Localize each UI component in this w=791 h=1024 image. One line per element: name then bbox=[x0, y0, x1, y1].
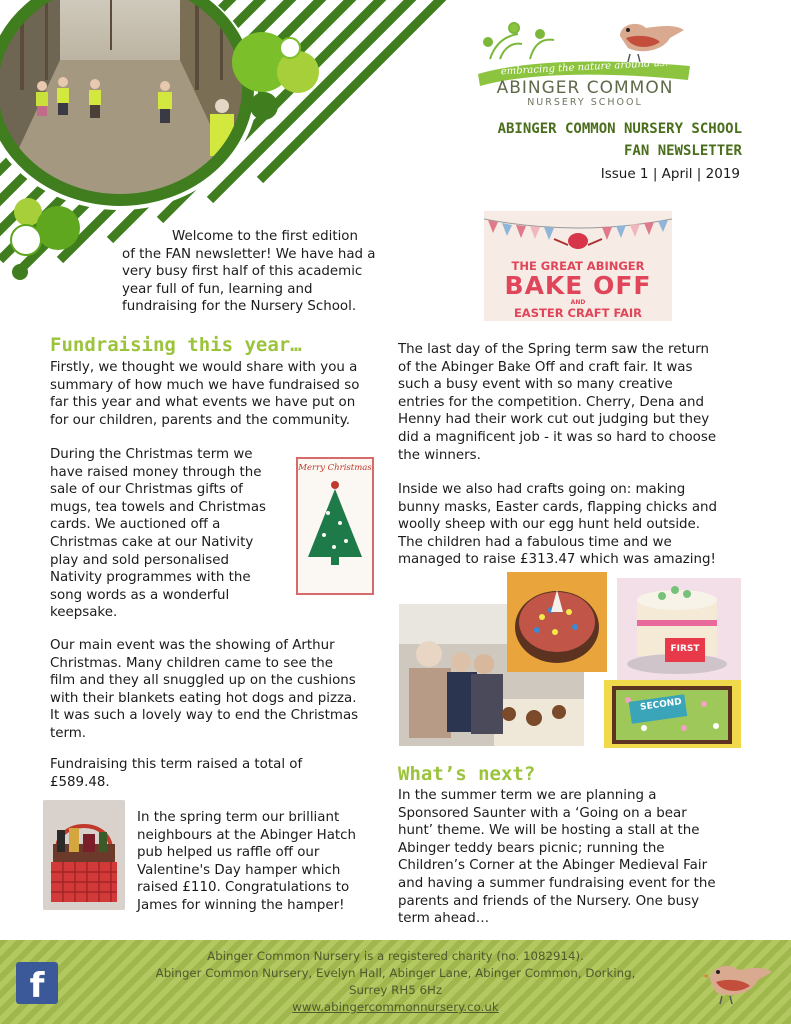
bake-off-paragraph-2 bbox=[398, 481, 748, 569]
text-line: Children’s Corner at the Abinger Medieval Fair bbox=[398, 858, 708, 874]
second-prize-cake-photo bbox=[604, 680, 741, 748]
text-line: parents and friends of the Nursery. One busy bbox=[398, 893, 700, 909]
card-title: Merry Christmas bbox=[298, 463, 372, 473]
footer bbox=[0, 940, 791, 1024]
text-line: song words as a wonderful bbox=[50, 587, 230, 603]
text-line: did a magnificent job - it was so hard to choose bbox=[398, 429, 717, 445]
text-line: the winners. bbox=[398, 447, 481, 463]
text-line: Christmas. Many children came to see the bbox=[50, 655, 333, 671]
banner-line3: AND bbox=[570, 299, 586, 306]
text-line: James for winning the hamper! bbox=[137, 897, 345, 913]
text-line: for our children, parents and the community. bbox=[50, 412, 351, 428]
bunting-icon bbox=[484, 211, 672, 255]
bake-off-banner bbox=[484, 211, 672, 321]
first-prize-cake-photo bbox=[617, 578, 741, 690]
text-line: and having a summer fundraising event for the bbox=[398, 875, 716, 891]
fundraising-paragraph-4 bbox=[50, 756, 390, 791]
intro-line: fundraising for the Nursery School. bbox=[122, 299, 357, 315]
text-line: woolly sheep with our egg hunt held outside. bbox=[398, 517, 701, 533]
text-line: have raised money through the bbox=[50, 464, 262, 480]
intro-line: very busy first half of this academic bbox=[122, 264, 363, 280]
text-line: Christmas cake at our Nativity bbox=[50, 534, 254, 550]
text-line: Our main event was the showing of Arthur bbox=[50, 638, 335, 653]
text-line: entries for the competition. Cherry, Dena and bbox=[398, 394, 705, 410]
newsletter-title-line2: FAN NEWSLETTER bbox=[623, 143, 742, 159]
text-line: The children had a fabulous time and we bbox=[398, 534, 672, 550]
hamper-basket-icon bbox=[43, 800, 125, 910]
text-line: with their blankets eating hot dogs and pizza. bbox=[50, 690, 357, 706]
fundraising-paragraph-5 bbox=[137, 809, 387, 915]
text-line: It was such a lovely way to end the Christmas bbox=[50, 708, 359, 724]
newsletter-title-line1: ABINGER COMMON NURSERY SCHOOL bbox=[497, 121, 742, 137]
text-line: keepsake. bbox=[50, 605, 118, 621]
text-line: far this year and what events we have put on bbox=[50, 395, 356, 411]
logo-subtitle: NURSERY SCHOOL bbox=[527, 97, 643, 108]
footer-address-line: Abinger Common Nursery, Evelyn Hall, Abinger Lane, Abinger Common, Dorking, bbox=[155, 966, 636, 980]
text-line: of the Abinger Bake Off and craft fair. It was bbox=[398, 359, 693, 375]
banner-line4: EASTER CRAFT FAIR bbox=[513, 306, 643, 320]
whats-next-heading: What’s next? bbox=[398, 763, 536, 785]
chocolate-cake-photo bbox=[507, 572, 607, 672]
text-line: Nativity programmes with the bbox=[50, 570, 251, 586]
intro-line: year full of fun, learning and bbox=[122, 281, 313, 297]
text-line: Fundraising this term raised a total of bbox=[50, 757, 303, 772]
text-line: neighbours at the Abinger Hatch bbox=[137, 827, 357, 843]
text-line: mugs, tea towels and Christmas bbox=[50, 499, 267, 515]
bake-off-paragraph-1 bbox=[398, 341, 748, 464]
issue-info: Issue 1 | April | 2019 bbox=[600, 166, 740, 182]
banner-line2: BAKE OFF bbox=[504, 271, 652, 300]
text-line: hunt’ theme. We will be hosting a stall at the bbox=[398, 823, 700, 839]
text-line: £589.48. bbox=[50, 774, 110, 790]
text-line: In the spring term our brilliant bbox=[137, 810, 340, 825]
text-line: In the summer term we are planning a bbox=[398, 788, 657, 803]
christmas-card-image bbox=[296, 457, 374, 595]
text-line: such a busy event with so many creative bbox=[398, 377, 673, 393]
text-line: Inside we also had crafts going on: making bbox=[398, 482, 686, 497]
bird-icon bbox=[702, 958, 774, 1006]
fundraising-heading: Fundraising this year… bbox=[50, 334, 302, 356]
text-line: Valentine's Day hamper which bbox=[137, 862, 341, 878]
footer-website-link[interactable]: www.abingercommonnursery.co.uk bbox=[292, 1000, 499, 1014]
text-line: Abinger teddy bears picnic; running the bbox=[398, 840, 665, 856]
text-line: play and sold personalised bbox=[50, 552, 229, 568]
text-line: summary of how much we have fundraised so bbox=[50, 377, 360, 393]
footer-postcode-line: Surrey RH5 6Hz bbox=[348, 983, 443, 997]
second-prize-label: SECOND bbox=[639, 697, 683, 713]
intro-paragraph bbox=[122, 228, 392, 316]
fundraising-paragraph-3 bbox=[50, 637, 390, 743]
text-line: The last day of the Spring term saw the return bbox=[398, 342, 709, 357]
fundraising-paragraph-2 bbox=[50, 446, 290, 622]
whats-next-paragraph bbox=[398, 787, 748, 928]
facebook-icon[interactable]: f bbox=[16, 962, 58, 1004]
bake-off-photo-collage bbox=[399, 572, 741, 748]
logo-name: ABINGER COMMON bbox=[496, 78, 674, 98]
intro-line: of the FAN newsletter! We have had a bbox=[122, 246, 376, 262]
text-line: Firstly, we thought we would share with you a bbox=[50, 360, 358, 375]
text-line: film and they all snuggled up on the cushions bbox=[50, 673, 356, 689]
intro-line: Welcome to the first edition bbox=[172, 229, 358, 244]
nursery-logo bbox=[470, 14, 700, 109]
text-line: term ahead… bbox=[398, 911, 490, 927]
text-line: Henny had their work cut out judging but they bbox=[398, 412, 710, 428]
text-line: term. bbox=[50, 725, 87, 741]
first-prize-label: FIRST bbox=[670, 644, 700, 654]
text-line: sale of our Christmas gifts of bbox=[50, 482, 243, 498]
text-line: During the Christmas term we bbox=[50, 447, 253, 462]
fundraising-paragraph-1 bbox=[50, 359, 385, 429]
footer-charity-line: Abinger Common Nursery is a registered charity (no. 1082914). bbox=[207, 949, 584, 963]
text-line: raised £110. Congratulations to bbox=[137, 880, 350, 896]
logo-tagline: embracing the nature around us! bbox=[500, 57, 670, 78]
text-line: Sponsored Saunter with a ‘Going on a bear bbox=[398, 805, 687, 821]
handprint-tree-icon bbox=[304, 479, 366, 579]
text-line: managed to raise £313.47 which was amazing! bbox=[398, 552, 716, 568]
text-line: bunny masks, Easter cards, flapping chicks and bbox=[398, 499, 718, 515]
text-line: cards. We auctioned off a bbox=[50, 517, 221, 533]
banner-line1: THE GREAT ABINGER bbox=[511, 259, 645, 273]
text-line: pub helped us raffle off our bbox=[137, 845, 320, 861]
hamper-photo bbox=[43, 800, 125, 910]
